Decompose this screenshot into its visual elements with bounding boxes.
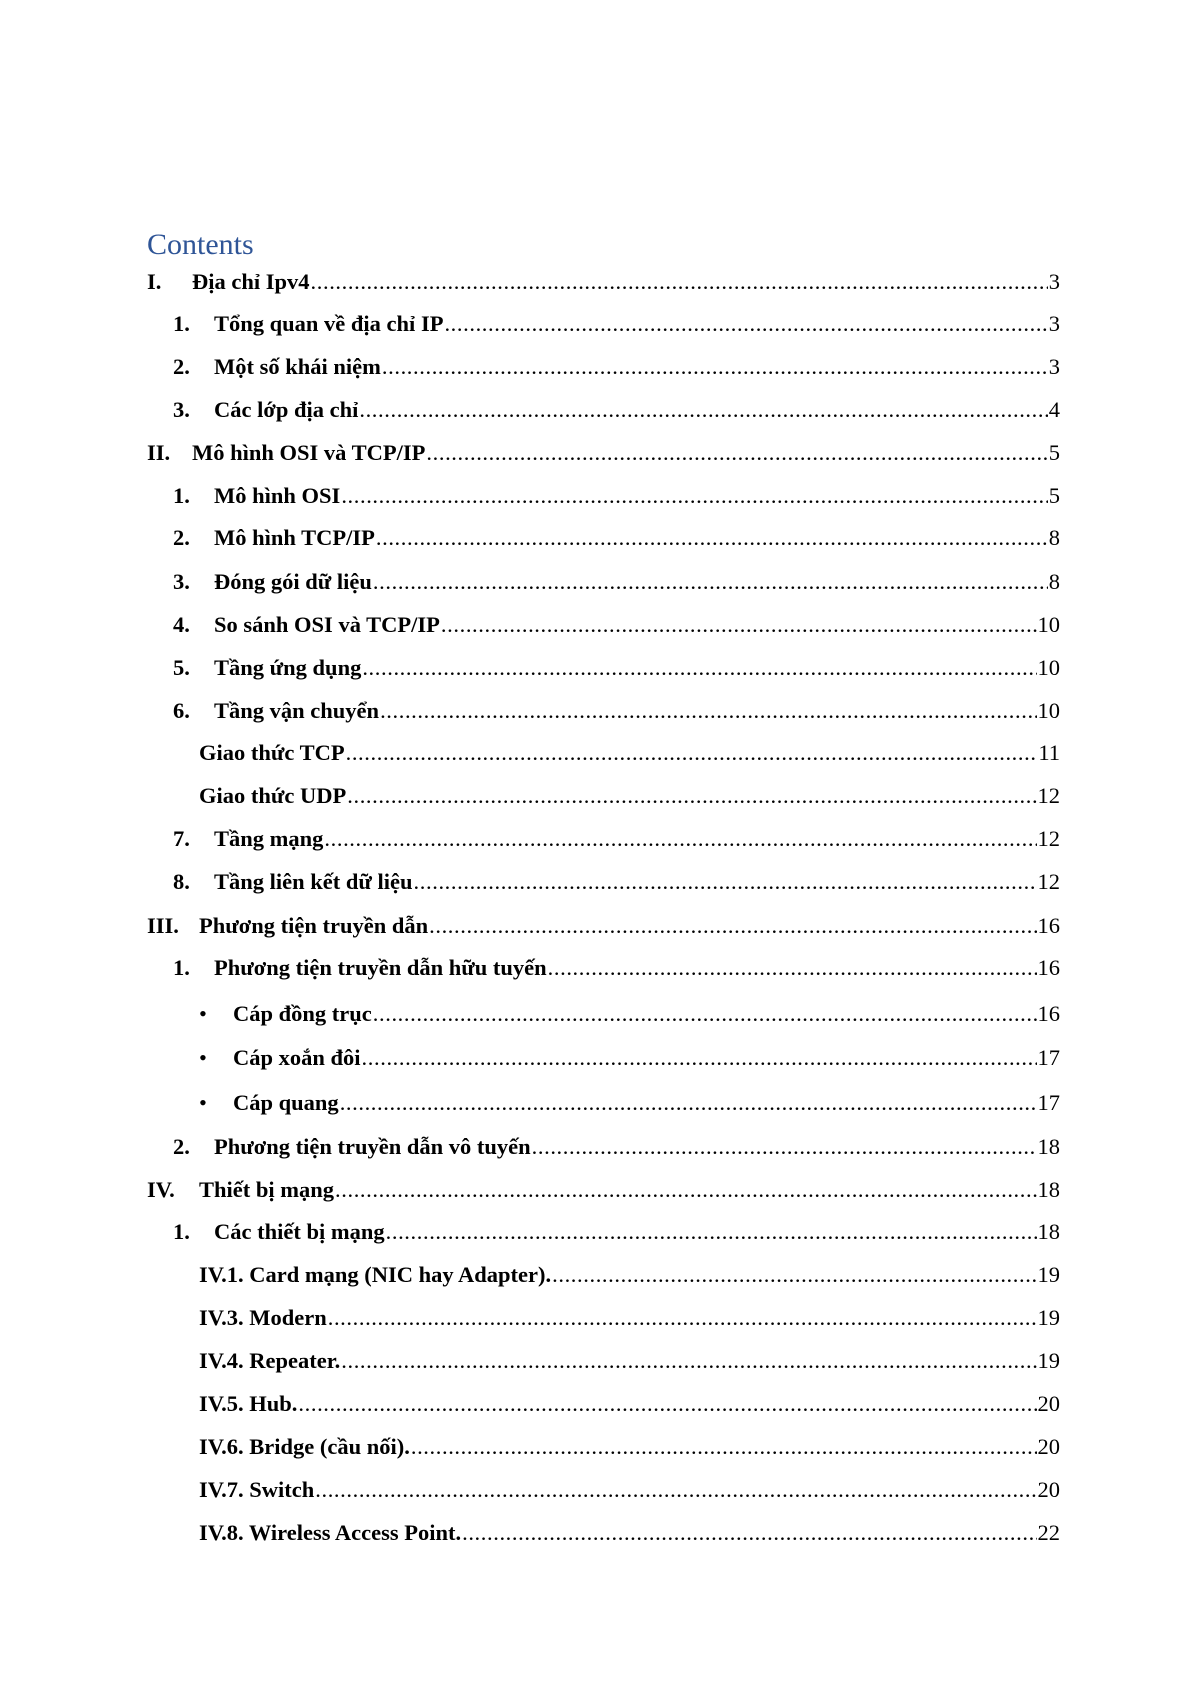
toc-entry-section-ii[interactable] bbox=[147, 438, 1060, 468]
toc-entry-number: III. bbox=[147, 913, 179, 938]
toc-entry-page: 10 bbox=[1037, 655, 1060, 680]
toc-entry-page: 20 bbox=[1037, 1477, 1060, 1502]
toc-entry-label: Tầng mạng bbox=[214, 826, 324, 851]
toc-entry-label: Mô hình TCP/IP bbox=[214, 525, 375, 550]
dot-leader bbox=[328, 1303, 1037, 1333]
toc-entry-label: IV.3. Modern bbox=[199, 1305, 327, 1330]
dot-leader bbox=[298, 1389, 1036, 1419]
toc-entry-subsection[interactable] bbox=[147, 523, 1060, 553]
toc-entry-section-iii[interactable] bbox=[147, 911, 1060, 941]
dot-leader bbox=[429, 911, 1036, 941]
toc-entry-section-i[interactable] bbox=[147, 267, 1060, 297]
toc-entry-page: 12 bbox=[1037, 826, 1060, 851]
dot-leader bbox=[359, 395, 1047, 425]
toc-entry-subsection[interactable] bbox=[147, 696, 1060, 726]
dot-leader bbox=[552, 1260, 1036, 1290]
toc-entry-label: Một số khái niệm bbox=[214, 354, 381, 379]
toc-entry-subsection[interactable] bbox=[147, 1217, 1060, 1247]
toc-entry-label: Phương tiện truyền dẫn bbox=[199, 913, 429, 938]
toc-entry-number: 1. bbox=[173, 955, 190, 980]
toc-entry-bullet[interactable] bbox=[147, 1088, 1060, 1118]
toc-entry-page: 3 bbox=[1048, 354, 1060, 379]
toc-entry-number: 3. bbox=[173, 569, 190, 594]
dot-leader bbox=[411, 1432, 1037, 1462]
toc-entry-page: 5 bbox=[1048, 440, 1060, 465]
toc-entry-subsection[interactable] bbox=[147, 567, 1060, 597]
toc-entry-page: 19 bbox=[1037, 1262, 1060, 1287]
dot-leader bbox=[373, 999, 1037, 1029]
dot-leader bbox=[315, 1475, 1036, 1505]
toc-entry-page: 18 bbox=[1037, 1134, 1060, 1159]
toc-entry-bullet[interactable] bbox=[147, 999, 1060, 1029]
toc-entry-page: 16 bbox=[1037, 913, 1060, 938]
toc-entry-subsection[interactable] bbox=[147, 309, 1060, 339]
toc-entry-label: Cáp đồng trục bbox=[233, 1001, 372, 1026]
dot-leader bbox=[373, 567, 1048, 597]
toc-entry-number: 3. bbox=[173, 397, 190, 422]
toc-entry-page: 17 bbox=[1037, 1090, 1060, 1115]
toc-entry-subsubsection[interactable] bbox=[147, 1389, 1060, 1419]
dot-leader bbox=[362, 653, 1036, 683]
toc-entry-number: 1. bbox=[173, 483, 190, 508]
toc-entry-subsection[interactable] bbox=[147, 953, 1060, 983]
toc-entry-label: Mô hình OSI và TCP/IP bbox=[192, 440, 426, 465]
toc-entry-number: 1. bbox=[173, 1219, 190, 1244]
toc-entry-label: Mô hình OSI bbox=[214, 483, 341, 508]
toc-entry-page: 8 bbox=[1048, 569, 1060, 594]
toc-entry-number: 2. bbox=[173, 354, 190, 379]
dot-leader bbox=[347, 781, 1036, 811]
toc-entry-subsection[interactable] bbox=[147, 481, 1060, 511]
dot-leader bbox=[324, 824, 1036, 854]
dot-leader bbox=[340, 1088, 1037, 1118]
toc-entry-page: 19 bbox=[1037, 1348, 1060, 1373]
toc-entry-section-iv[interactable] bbox=[147, 1175, 1060, 1205]
dot-leader bbox=[382, 352, 1048, 382]
dot-leader bbox=[335, 1175, 1036, 1205]
table-of-contents bbox=[147, 228, 1060, 1545]
toc-entry-subsubsection[interactable] bbox=[147, 1346, 1060, 1376]
toc-entry-label: Phương tiện truyền dẫn hữu tuyến bbox=[214, 955, 547, 980]
toc-entry-page: 8 bbox=[1048, 525, 1060, 550]
toc-entry-number: 1. bbox=[173, 311, 190, 336]
toc-entry-label: Đóng gói dữ liệu bbox=[214, 569, 372, 594]
toc-entry-label: Tầng vận chuyển bbox=[214, 698, 380, 723]
toc-entry-subsection[interactable] bbox=[147, 352, 1060, 382]
toc-entry-label: Thiết bị mạng bbox=[199, 1177, 335, 1202]
toc-entry-subsubsection[interactable] bbox=[147, 1260, 1060, 1290]
toc-entry-page: 10 bbox=[1037, 612, 1060, 637]
toc-entry-bullet[interactable] bbox=[147, 1043, 1060, 1073]
dot-leader bbox=[444, 309, 1047, 339]
dot-leader bbox=[311, 267, 1048, 297]
toc-entry-page: 20 bbox=[1037, 1391, 1060, 1416]
toc-entry-page: 3 bbox=[1048, 311, 1060, 336]
toc-entry-subsubsection[interactable] bbox=[147, 1475, 1060, 1505]
toc-entry-label: Giao thức UDP bbox=[199, 783, 347, 808]
toc-entry-label: So sánh OSI và TCP/IP bbox=[214, 612, 440, 637]
toc-entry-subsubsection[interactable] bbox=[147, 1518, 1060, 1548]
toc-entry-label: Cáp xoắn đôi bbox=[233, 1045, 361, 1070]
toc-entry-number: 4. bbox=[173, 612, 190, 637]
dot-leader bbox=[414, 867, 1037, 897]
toc-entry-label: Cáp quang bbox=[233, 1090, 339, 1115]
toc-entry-subsection[interactable] bbox=[147, 867, 1060, 897]
dot-leader bbox=[532, 1132, 1037, 1162]
toc-entry-page: 16 bbox=[1037, 1001, 1060, 1026]
dot-leader bbox=[548, 953, 1037, 983]
toc-entry-subsubsection[interactable] bbox=[147, 738, 1060, 768]
dot-leader bbox=[376, 523, 1048, 553]
toc-entry-number: 5. bbox=[173, 655, 190, 680]
toc-entry-number: 7. bbox=[173, 826, 190, 851]
toc-entry-page: 22 bbox=[1037, 1520, 1060, 1545]
toc-entry-subsection[interactable] bbox=[147, 610, 1060, 640]
toc-entry-number: 2. bbox=[173, 525, 190, 550]
toc-entry-label: IV.4. Repeater. bbox=[199, 1348, 341, 1373]
toc-entry-page: 19 bbox=[1037, 1305, 1060, 1330]
toc-entry-label: IV.8. Wireless Access Point. bbox=[199, 1520, 462, 1545]
toc-entry-label: Phương tiện truyền dẫn vô tuyến bbox=[214, 1134, 531, 1159]
toc-entry-page: 12 bbox=[1037, 869, 1060, 894]
toc-entry-subsubsection[interactable] bbox=[147, 781, 1060, 811]
toc-entry-page: 4 bbox=[1048, 397, 1060, 422]
dot-leader bbox=[362, 1043, 1037, 1073]
toc-entry-label: Giao thức TCP bbox=[199, 740, 345, 765]
toc-entry-label: Địa chỉ Ipv4 bbox=[192, 269, 310, 294]
toc-entry-label: IV.6. Bridge (cầu nối). bbox=[199, 1434, 410, 1459]
bullet-icon: • bbox=[199, 1045, 207, 1070]
toc-entry-page: 20 bbox=[1037, 1434, 1060, 1459]
toc-entry-label: IV.5. Hub. bbox=[199, 1391, 298, 1416]
toc-entry-page: 16 bbox=[1037, 955, 1060, 980]
toc-entry-subsection[interactable] bbox=[147, 824, 1060, 854]
toc-entry-subsection[interactable] bbox=[147, 395, 1060, 425]
dot-leader bbox=[426, 438, 1047, 468]
toc-entry-number: 8. bbox=[173, 869, 190, 894]
toc-entry-subsection[interactable] bbox=[147, 1132, 1060, 1162]
toc-entry-number: I. bbox=[147, 269, 162, 294]
toc-entry-page: 17 bbox=[1037, 1045, 1060, 1070]
toc-entry-subsubsection[interactable] bbox=[147, 1432, 1060, 1462]
dot-leader bbox=[341, 481, 1047, 511]
dot-leader bbox=[380, 696, 1036, 726]
toc-entry-number: 6. bbox=[173, 698, 190, 723]
toc-entry-label: Tầng liên kết dữ liệu bbox=[214, 869, 413, 894]
toc-entry-subsubsection[interactable] bbox=[147, 1303, 1060, 1333]
toc-entry-number: IV. bbox=[147, 1177, 175, 1202]
dot-leader bbox=[386, 1217, 1037, 1247]
toc-entry-page: 18 bbox=[1037, 1177, 1060, 1202]
toc-entry-page: 5 bbox=[1048, 483, 1060, 508]
toc-entry-number: II. bbox=[147, 440, 171, 465]
toc-title: Contents bbox=[147, 228, 254, 261]
toc-entry-page: 10 bbox=[1037, 698, 1060, 723]
toc-entry-label: Tầng ứng dụng bbox=[214, 655, 362, 680]
dot-leader bbox=[346, 738, 1038, 768]
toc-entry-label: IV.1. Card mạng (NIC hay Adapter). bbox=[199, 1262, 552, 1287]
toc-entry-page: 3 bbox=[1048, 269, 1060, 294]
dot-leader bbox=[341, 1346, 1036, 1376]
toc-entry-label: IV.7. Switch bbox=[199, 1477, 315, 1502]
toc-entry-page: 12 bbox=[1037, 783, 1060, 808]
toc-entry-label: Các lớp địa chỉ bbox=[214, 397, 359, 422]
toc-entry-label: Tổng quan về địa chỉ IP bbox=[214, 311, 444, 336]
bullet-icon: • bbox=[199, 1090, 207, 1115]
dot-leader bbox=[462, 1518, 1036, 1548]
toc-entry-subsection[interactable] bbox=[147, 653, 1060, 683]
toc-entry-page: 11 bbox=[1038, 740, 1060, 765]
toc-entry-label: Các thiết bị mạng bbox=[214, 1219, 385, 1244]
bullet-icon: • bbox=[199, 1001, 207, 1026]
toc-entry-page: 18 bbox=[1037, 1219, 1060, 1244]
dot-leader bbox=[441, 610, 1037, 640]
toc-entry-number: 2. bbox=[173, 1134, 190, 1159]
